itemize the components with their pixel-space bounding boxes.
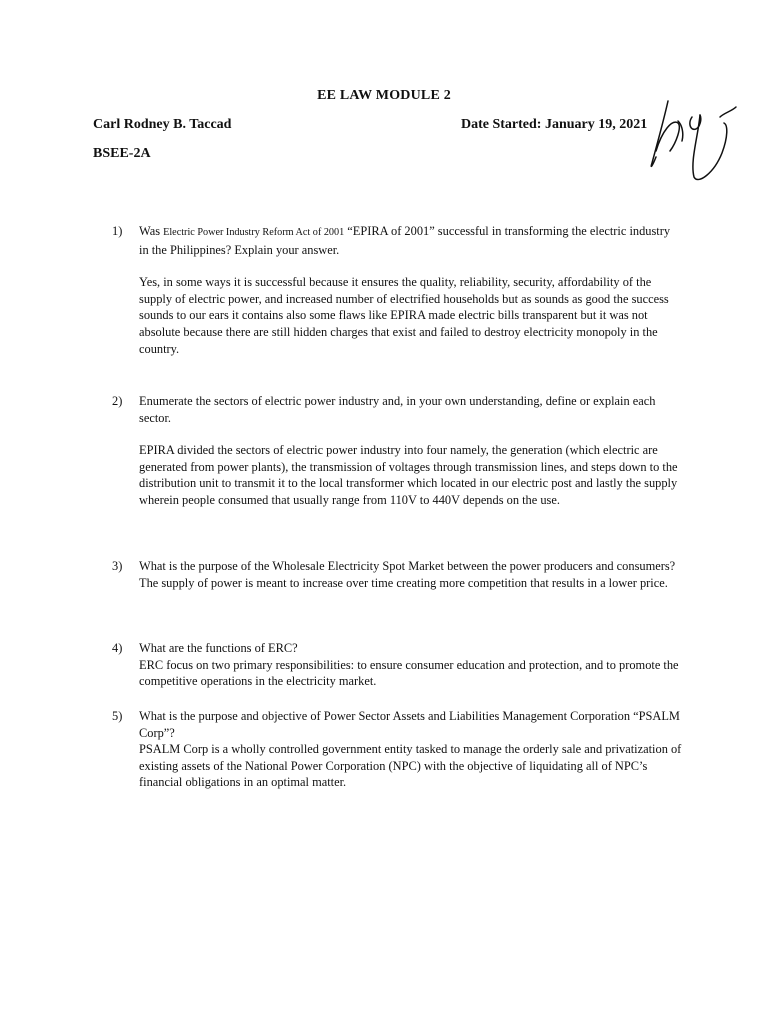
answer-text: EPIRA divided the sectors of electric power industry into four namely, the generation (which electric are generated from power plants), the transmission of voltages through transmission lines, and steps down to the distribution unit to transmit it to the local transformer which located in our electric post and lastly the supply wherein people consumed that usually range from 110V to 440V depends on the use. [139, 443, 678, 507]
question-text-part: “EPIRA of 2001” successful in transforming the electric industry in the Philippines? Explain your answer. [139, 224, 671, 257]
question-block-5 [112, 708, 682, 791]
question-block-2 [112, 393, 682, 509]
answer-text: PSALM Corp is a wholly controlled government entity tasked to manage the orderly sale and privatization of existing assets of the National Power Corporation (NPC) with the objective of liquidating all of NPC’s financial obligations in an optimal matter. [139, 742, 682, 790]
answer-text: ERC focus on two primary responsibilities: to ensure consumer education and protection, and to promote the competitive operations in the electricity market. [139, 657, 679, 689]
question-text-small: Electric Power Industry Reform Act of 2001 [163, 227, 345, 238]
question-number: 2) [112, 394, 123, 408]
question-block-1 [112, 223, 682, 357]
answer-text: The supply of power is meant to increase over time creating more competition that results in a lower price. [139, 575, 668, 590]
answer-text: Yes, in some ways it is successful because it ensures the quality, reliability, security, affordability of the supply of electric power, and increased number of electrified households but as sounds as good the success sounds to our ears it contains also some flaws like EPIRA made electric bills transparent but it was not absolute because there are still hidden charges that exist and failed to destroy electricity monopoly in the country. [139, 275, 669, 356]
question-text [139, 223, 682, 258]
section-label: BSEE-2A [93, 146, 151, 161]
author-name: Carl Rodney B. Taccad [93, 117, 232, 132]
question-number: 5) [112, 709, 123, 723]
question-number: 3) [112, 559, 123, 573]
question-block-3 [112, 558, 682, 591]
question-text: What is the purpose of the Wholesale Electricity Spot Market between the power producers and consumers? [139, 559, 676, 573]
question-number: 1) [112, 224, 123, 238]
document-title: EE LAW MODULE 2 [317, 88, 451, 103]
question-number: 4) [112, 641, 123, 655]
question-block-4 [112, 640, 682, 690]
question-text: What are the functions of ERC? [139, 641, 298, 655]
question-text-part: Was [139, 224, 164, 238]
question-text: Enumerate the sectors of electric power industry and, in your own understanding, define or explain each sector. [139, 394, 656, 425]
question-text: What is the purpose and objective of Power Sector Assets and Liabilities Management Corporation “PSALM Corp”? [139, 709, 680, 740]
signature-icon [638, 97, 738, 185]
date-started: Date Started: January 19, 2021 [461, 117, 648, 132]
